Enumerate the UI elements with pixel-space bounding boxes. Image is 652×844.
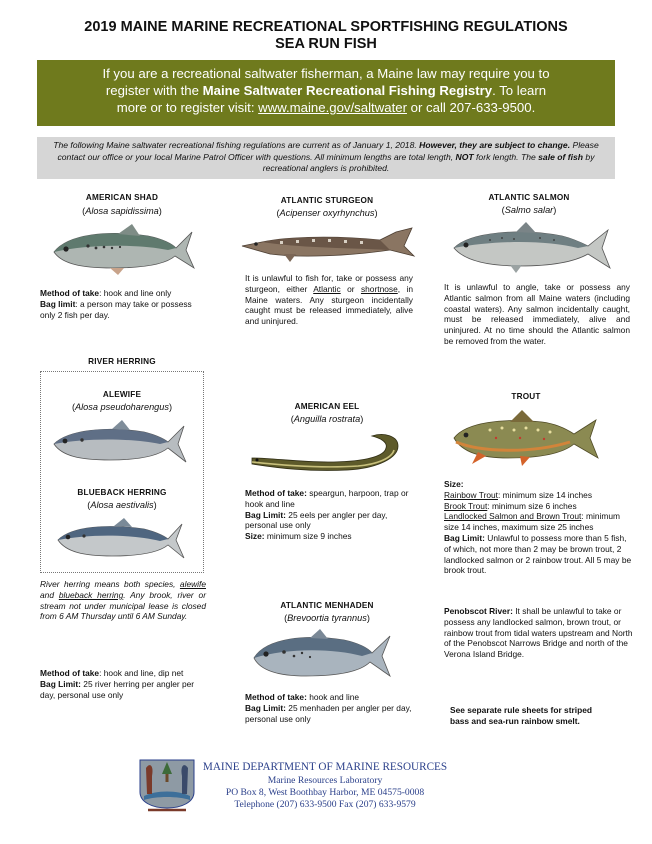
method-text: : hook and line only	[99, 288, 172, 298]
regulations-notice	[37, 137, 615, 179]
brook-trout-size: : minimum size 6 inches	[487, 500, 577, 511]
registry-banner	[37, 60, 615, 126]
blueback-sci-name: Alosa aestivalis	[90, 500, 154, 510]
banner-text: register with the	[105, 83, 203, 98]
definition-text: and	[40, 589, 59, 600]
shad-bag	[40, 299, 204, 321]
bag-text: : a person may take or possess only 2 fish per day.	[40, 298, 192, 320]
eel-sci-name: Anguilla rostrata	[293, 414, 361, 424]
menhaden-method	[245, 692, 413, 703]
eel-scientific: (Anguilla rostrata)	[290, 414, 364, 424]
footer-phone: Telephone (207) 633-9500 Fax (207) 633-9579	[234, 799, 416, 810]
river-herring-rules	[40, 668, 200, 700]
salmon-sci-name: Salmo salar	[504, 205, 554, 215]
penobscot-text: It shall be unlawful to take or possess any landlocked salmon, brown trout, or rainbow trout from tidal waters upstream and North of the Penobscot Narrows Bridge and north of the Verona Island Bridge.	[444, 606, 633, 660]
shad-illustration	[48, 222, 196, 276]
penobscot-rule	[444, 606, 634, 660]
registry-name: Maine Saltwater Recreational Fishing Registry	[202, 83, 493, 98]
sturgeon-sci-name: Acipenser oxyrhynchus	[279, 208, 375, 218]
banner-line-1: If you are a recreational saltwater fisherman, a Maine law may require you to	[102, 66, 550, 81]
trout-name: TROUT	[511, 392, 541, 401]
banner-text: or call 207-633-9500.	[406, 100, 536, 115]
landlocked-label: Landlocked Salmon and Brown Trout	[444, 511, 582, 522]
shad-name: AMERICAN SHAD	[85, 193, 159, 202]
trout-illustration	[450, 408, 602, 468]
alewife-name: ALEWIFE	[102, 390, 142, 399]
trout-size-label	[444, 479, 634, 490]
method-text: : hook and line, dip net	[99, 668, 184, 678]
footer-lab: Marine Resources Laboratory	[267, 775, 383, 786]
notice-text: fork length. The	[473, 151, 539, 162]
banner-text: . To learn	[492, 83, 547, 98]
footer-address: PO Box 8, West Boothbay Harbor, ME 04575-0008	[225, 787, 425, 798]
method-label: Method of take	[40, 668, 100, 678]
salmon-scientific: (Salmo salar)	[501, 205, 557, 215]
bag-text: Unlawful to possess more than 5 fish, of which, not more than 2 may be brown trout, 2 landlocked salmon or 2 rainbow trout. All 5 may be brook trout.	[444, 532, 632, 576]
see-separate-note: See separate rule sheets for striped bass and sea-run rainbow smelt.	[450, 705, 592, 726]
method-label: Method of take:	[245, 488, 307, 498]
notice-bold: However, they are subject to change.	[419, 140, 571, 150]
notice-bold: sale of fish	[538, 151, 584, 162]
alewife-illustration	[50, 418, 190, 468]
bag-label: Bag Limit:	[245, 702, 286, 713]
definition-alewife: alewife	[179, 579, 206, 589]
bag-text: 25 river herring per angler per day, personal use only	[40, 678, 195, 700]
definition-blueback: blueback herring	[58, 589, 124, 600]
rainbow-trout-label: Rainbow Trout	[444, 489, 498, 500]
alewife-sci-name: Alosa pseudoharengus	[75, 402, 169, 412]
method-label: Method of take	[40, 288, 100, 298]
rainbow-trout-size: : minimum size 14 inches	[498, 489, 593, 500]
eel-bag	[245, 510, 411, 532]
banner-line-2	[45, 82, 607, 99]
notice-text: Please contact our office or your local Marine Patrol Officer with questions. All minimum lengths are total length,	[57, 140, 599, 162]
menhaden-sci-name: Brevoortia tyrannus	[287, 613, 367, 623]
saltwater-link[interactable]: www.maine.gov/saltwater	[258, 100, 407, 115]
landlocked-size: : minimum size 14 inches, maximum size 25 inches	[444, 511, 620, 533]
sturgeon-text: or	[340, 283, 361, 294]
blueback-illustration	[54, 516, 188, 564]
blueback-scientific: (Alosa aestivalis)	[87, 500, 157, 510]
river-herring-method	[40, 668, 200, 679]
sturgeon-illustration	[240, 226, 416, 266]
sturgeon-scientific: (Acipenser oxyrhynchus)	[276, 208, 378, 218]
salmon-illustration	[450, 220, 614, 276]
sturgeon-text: , in Maine waters. Any sturgeon incidentally caught must be released immediately, alive and uninjured.	[245, 283, 413, 327]
trout-rules	[444, 479, 634, 576]
trout-rainbow	[444, 490, 634, 501]
river-herring-definition	[40, 579, 206, 622]
method-text: hook and line	[306, 692, 360, 702]
shad-scientific: (Alosa sapidissima)	[82, 206, 162, 216]
notice-text: The following Maine saltwater recreational fishing regulations are current as of January 1, 2018.	[53, 140, 420, 150]
eel-method	[245, 488, 411, 510]
banner-line-3	[45, 99, 607, 116]
menhaden-bag	[245, 703, 413, 725]
salmon-name: ATLANTIC SALMON	[488, 193, 570, 202]
bag-text: 25 eels per angler per day, personal use only	[245, 509, 388, 531]
menhaden-rules	[245, 692, 413, 724]
alewife-scientific: (Alosa pseudoharengus)	[71, 402, 173, 412]
river-herring-heading: RIVER HERRING	[88, 357, 156, 366]
menhaden-scientific: (Brevoortia tyrannus)	[284, 613, 370, 623]
method-text: speargun, harpoon, trap or hook and line	[245, 488, 409, 509]
sturgeon-name: ATLANTIC STURGEON	[280, 196, 374, 205]
bag-label: Bag Limit:	[444, 532, 485, 543]
brook-trout-label: Brook Trout	[444, 500, 488, 511]
eel-illustration	[248, 428, 408, 480]
notice-text: by recreational anglers is prohibited.	[262, 151, 595, 173]
trout-landlocked	[444, 511, 634, 533]
eel-size	[245, 531, 411, 542]
method-label: Method of take:	[245, 692, 307, 702]
notice-bold: NOT	[455, 151, 474, 162]
footer-dept: MAINE DEPARTMENT OF MARINE RESOURCES	[202, 761, 448, 773]
penobscot-label: Penobscot River:	[444, 606, 513, 616]
page-title: 2019 MAINE MARINE RECREATIONAL SPORTFISHING REGULATIONS	[84, 19, 568, 35]
shad-sci-name: Alosa sapidissima	[85, 206, 159, 216]
banner-text: more or to register visit:	[116, 100, 259, 115]
size-text: minimum size 9 inches	[264, 531, 352, 542]
size-label: Size:	[444, 479, 464, 489]
menhaden-name: ATLANTIC MENHADEN	[280, 601, 374, 610]
salmon-rules: It is unlawful to angle, take or possess any Atlantic salmon from all Maine waters (including coastal waters). Any salmon incidentally caught, must be released immediately, alive and uninjured. At no time should the Atlantic salmon be removed from the water.	[444, 282, 630, 346]
eel-name: AMERICAN EEL	[294, 402, 360, 411]
trout-brook	[444, 501, 634, 512]
definition-text: River herring means both species,	[40, 579, 180, 589]
bag-label: Bag limit	[40, 298, 76, 309]
page-subtitle: SEA RUN FISH	[275, 36, 377, 52]
eel-rules	[245, 488, 411, 542]
definition-text: . Any brook, river or stream not under municipal lease is closed from 6 AM Thursday until 6 AM Sunday.	[40, 589, 206, 622]
blueback-name: BLUEBACK HERRING	[77, 488, 167, 497]
bag-label: Bag Limit:	[40, 678, 81, 689]
menhaden-illustration	[250, 628, 394, 684]
bag-label: Bag Limit:	[245, 509, 286, 520]
sturgeon-atlantic: Atlantic	[313, 283, 341, 294]
sturgeon-text: It is unlawful to fish for, take or possess any sturgeon, either	[245, 273, 413, 294]
bag-text: 25 menhaden per angler per day, personal use only	[245, 702, 412, 724]
river-herring-bag	[40, 679, 200, 701]
shad-method	[40, 288, 204, 299]
sturgeon-shortnose: shortnose	[360, 283, 398, 294]
trout-bag	[444, 533, 634, 576]
shad-rules	[40, 288, 204, 320]
size-label: Size:	[245, 531, 265, 542]
sturgeon-rules	[245, 273, 413, 327]
